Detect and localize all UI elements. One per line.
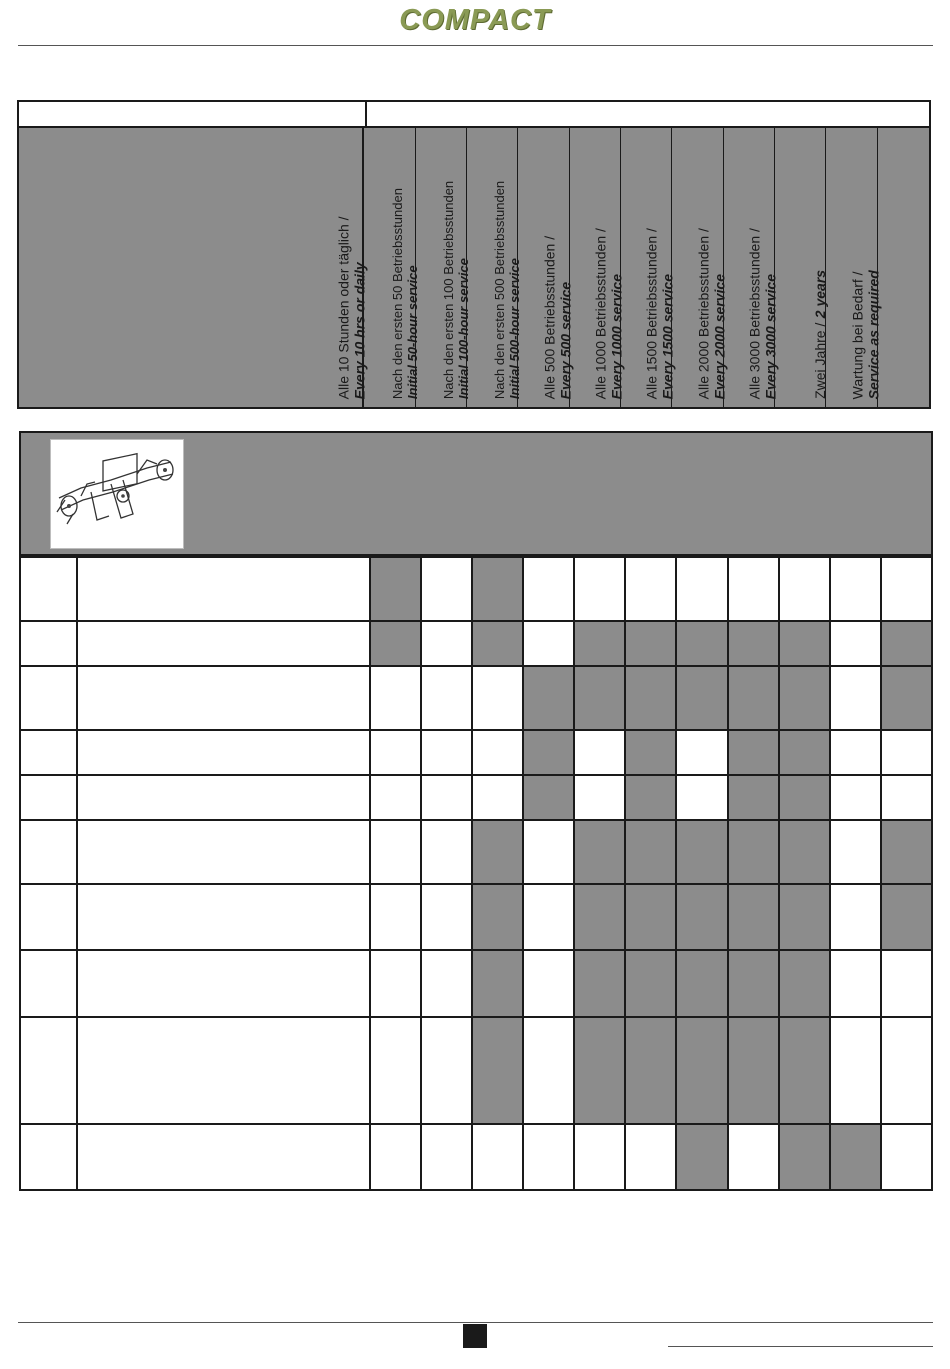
interval-cell-required	[676, 666, 727, 730]
schedule-row	[20, 775, 932, 820]
row-description-cell	[77, 820, 370, 884]
row-description-cell	[77, 666, 370, 730]
row-number-cell	[20, 557, 77, 621]
interval-cell-empty	[472, 730, 523, 775]
interval-label-de: Zwei Jahre /	[812, 322, 829, 399]
interval-cell-empty	[830, 557, 881, 621]
brand-logo: COMPACT	[399, 4, 551, 36]
header-divider	[18, 45, 933, 46]
interval-cell-required	[676, 950, 727, 1017]
interval-label-de: Alle 3000 Betriebsstunden /	[746, 227, 763, 399]
row-number-cell	[20, 820, 77, 884]
table-header-top-row	[17, 100, 931, 128]
interval-cell-required	[523, 730, 574, 775]
interval-cell-empty	[625, 557, 676, 621]
interval-cell-empty	[881, 1017, 932, 1124]
interval-cell-required	[574, 884, 625, 950]
schedule-row	[20, 950, 932, 1017]
interval-cell-required	[574, 1017, 625, 1124]
interval-cell-required	[625, 950, 676, 1017]
interval-label-de: Nach den ersten 100 Betriebsstunden	[440, 180, 456, 399]
interval-cell-required	[676, 884, 727, 950]
interval-cell-empty	[523, 884, 574, 950]
axle-illustration-icon	[51, 440, 183, 548]
schedule-row	[20, 557, 932, 621]
row-number-cell	[20, 1124, 77, 1190]
interval-cell-required	[728, 666, 779, 730]
interval-cell-required	[472, 621, 523, 666]
interval-cell-empty	[625, 1124, 676, 1190]
interval-cell-empty	[830, 820, 881, 884]
row-description-cell	[77, 730, 370, 775]
interval-cell-empty	[421, 775, 472, 820]
interval-cell-required	[523, 666, 574, 730]
interval-cell-required	[779, 1124, 830, 1190]
interval-cell-empty	[574, 775, 625, 820]
row-description-cell	[77, 775, 370, 820]
row-description-cell	[77, 621, 370, 666]
interval-cell-empty	[370, 950, 421, 1017]
interval-cell-required	[676, 820, 727, 884]
interval-label-en: Every 3000 service	[762, 273, 779, 399]
interval-cell-empty	[370, 666, 421, 730]
interval-cell-required	[625, 666, 676, 730]
interval-cell-required	[625, 884, 676, 950]
interval-cell-empty	[523, 621, 574, 666]
interval-cell-required	[574, 666, 625, 730]
interval-cell-empty	[421, 1124, 472, 1190]
interval-label-de: Wartung bei Bedarf /	[849, 271, 866, 399]
interval-label-de: Alle 2000 Betriebsstunden /	[695, 227, 712, 399]
interval-cell-empty	[370, 884, 421, 950]
interval-cell-required	[881, 666, 932, 730]
interval-cell-empty	[574, 730, 625, 775]
row-description-cell	[77, 884, 370, 950]
interval-cell-empty	[523, 820, 574, 884]
interval-cell-required	[676, 621, 727, 666]
interval-cell-empty	[830, 1017, 881, 1124]
interval-cell-empty	[523, 1124, 574, 1190]
header-label-area	[19, 128, 364, 407]
schedule-row	[20, 1124, 932, 1190]
interval-cell-empty	[676, 775, 727, 820]
interval-cell-empty	[421, 557, 472, 621]
schedule-row	[20, 666, 932, 730]
interval-cell-empty	[421, 1017, 472, 1124]
component-band	[19, 431, 933, 556]
interval-cell-empty	[830, 950, 881, 1017]
footer-right-rule	[668, 1346, 933, 1347]
row-description-cell	[77, 950, 370, 1017]
row-number-cell	[20, 775, 77, 820]
interval-label-en: Initial 500-hour service	[506, 258, 522, 399]
footer-divider	[18, 1322, 933, 1323]
row-number-cell	[20, 730, 77, 775]
interval-label-de: Nach den ersten 500 Betriebsstunden	[492, 180, 508, 399]
interval-cell-required	[728, 621, 779, 666]
interval-header-as-required	[849, 128, 929, 407]
interval-label-en: Every 10 hrs or daily	[351, 262, 368, 399]
interval-cell-empty	[370, 1017, 421, 1124]
axle-assembly-image	[50, 439, 184, 549]
interval-cell-required	[728, 884, 779, 950]
interval-cell-empty	[779, 557, 830, 621]
interval-cell-required	[370, 557, 421, 621]
schedule-row	[20, 1017, 932, 1124]
interval-cell-empty	[881, 950, 932, 1017]
interval-cell-empty	[370, 1124, 421, 1190]
interval-cell-required	[779, 621, 830, 666]
interval-cell-empty	[881, 730, 932, 775]
interval-label-de: Alle 500 Betriebsstunden /	[541, 235, 558, 399]
interval-cell-empty	[370, 775, 421, 820]
interval-label-en: Initial 100-hour service	[455, 258, 471, 399]
interval-cell-required	[779, 775, 830, 820]
interval-cell-required	[625, 820, 676, 884]
interval-cell-empty	[523, 950, 574, 1017]
row-number-cell	[20, 666, 77, 730]
interval-cell-empty	[472, 1124, 523, 1190]
interval-cell-empty	[421, 884, 472, 950]
interval-label-de: Alle 1000 Betriebsstunden /	[592, 227, 609, 399]
row-number-cell	[20, 1017, 77, 1124]
interval-cell-empty	[421, 621, 472, 666]
interval-cell-required	[625, 775, 676, 820]
row-number-cell	[20, 621, 77, 666]
interval-cell-required	[625, 1017, 676, 1124]
interval-cell-empty	[472, 666, 523, 730]
row-description-cell	[77, 557, 370, 621]
interval-label-en: Every 500 service	[556, 281, 573, 399]
interval-label-de: Alle 1500 Betriebsstunden /	[643, 227, 660, 399]
interval-cell-required	[779, 884, 830, 950]
interval-cell-empty	[728, 1124, 779, 1190]
interval-cell-empty	[881, 1124, 932, 1190]
maintenance-schedule-grid	[19, 556, 933, 1191]
interval-cell-required	[728, 730, 779, 775]
interval-cell-required	[830, 1124, 881, 1190]
interval-label-en: Initial 50-hour service	[404, 265, 420, 399]
interval-cell-required	[881, 884, 932, 950]
interval-cell-required	[779, 820, 830, 884]
interval-label-en: 2 years	[812, 270, 829, 319]
interval-header-row	[17, 128, 931, 409]
interval-cell-required	[728, 950, 779, 1017]
interval-cell-empty	[523, 1017, 574, 1124]
interval-cell-required	[472, 950, 523, 1017]
interval-cell-required	[881, 820, 932, 884]
interval-cell-empty	[574, 1124, 625, 1190]
interval-cell-empty	[830, 730, 881, 775]
schedule-row	[20, 820, 932, 884]
interval-cell-required	[472, 884, 523, 950]
interval-cell-empty	[421, 730, 472, 775]
interval-cell-required	[881, 621, 932, 666]
interval-cell-empty	[676, 730, 727, 775]
interval-cell-required	[574, 950, 625, 1017]
row-description-cell	[77, 1017, 370, 1124]
row-number-cell	[20, 950, 77, 1017]
interval-cell-required	[728, 820, 779, 884]
interval-cell-required	[472, 557, 523, 621]
interval-cell-empty	[421, 820, 472, 884]
interval-cell-required	[676, 1124, 727, 1190]
interval-cell-empty	[421, 950, 472, 1017]
interval-cell-required	[676, 1017, 727, 1124]
interval-cell-required	[574, 820, 625, 884]
interval-cell-empty	[472, 775, 523, 820]
interval-cell-empty	[881, 557, 932, 621]
schedule-row	[20, 621, 932, 666]
interval-label-en: Service as required	[864, 269, 881, 399]
interval-cell-empty	[523, 557, 574, 621]
interval-cell-required	[728, 1017, 779, 1124]
interval-cell-empty	[881, 775, 932, 820]
interval-cell-empty	[370, 730, 421, 775]
interval-cell-required	[574, 621, 625, 666]
interval-cell-required	[523, 775, 574, 820]
interval-cell-required	[625, 621, 676, 666]
interval-cell-required	[779, 1017, 830, 1124]
interval-label-de: Alle 10 Stunden oder täglich /	[335, 216, 352, 399]
interval-cell-empty	[830, 666, 881, 730]
interval-cell-required	[728, 775, 779, 820]
interval-cell-empty	[676, 557, 727, 621]
header-empty-cell	[19, 102, 367, 126]
interval-label-de: Nach den ersten 50 Betriebsstunden	[389, 187, 405, 399]
interval-cell-required	[472, 1017, 523, 1124]
row-description-cell	[77, 1124, 370, 1190]
interval-cell-required	[370, 621, 421, 666]
interval-cell-empty	[830, 775, 881, 820]
interval-cell-empty	[830, 884, 881, 950]
interval-cell-required	[625, 730, 676, 775]
interval-label-en: Every 2000 service	[710, 273, 727, 399]
interval-cell-required	[779, 730, 830, 775]
schedule-row	[20, 884, 932, 950]
page-number-box	[463, 1324, 487, 1348]
interval-cell-empty	[728, 557, 779, 621]
interval-label-en: Every 1000 service	[608, 273, 625, 399]
interval-label-en: Every 1500 service	[659, 273, 676, 399]
interval-cell-required	[779, 666, 830, 730]
interval-cell-empty	[421, 666, 472, 730]
interval-cell-empty	[830, 621, 881, 666]
interval-cell-empty	[370, 820, 421, 884]
row-number-cell	[20, 884, 77, 950]
schedule-row	[20, 730, 932, 775]
interval-cell-required	[472, 820, 523, 884]
interval-cell-empty	[574, 557, 625, 621]
interval-cell-required	[779, 950, 830, 1017]
